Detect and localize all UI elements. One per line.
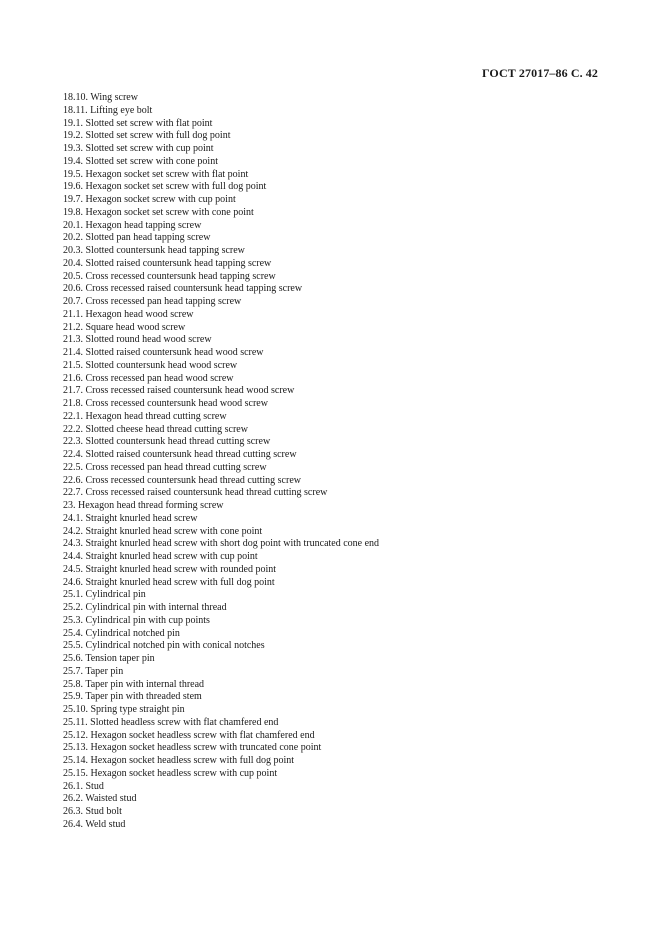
list-item: 20.7. Cross recessed pan head tapping screw	[63, 296, 242, 307]
list-item: 25.6. Tension taper pin	[63, 653, 155, 664]
list-item: 22.2. Slotted cheese head thread cutting screw	[63, 423, 248, 435]
list-item: 20.2. Slotted pan head tapping screw	[63, 232, 211, 244]
list-item: 21.2. Square head wood screw	[63, 321, 186, 333]
list-item: 21.7. Cross recessed raised countersunk head wood screw	[63, 385, 295, 397]
terms-list	[63, 92, 379, 832]
list-item: 25.14. Hexagon socket headless screw with full dog point	[63, 755, 295, 766]
page-header: ГОСТ 27017–86 С. 42	[481, 66, 598, 80]
list-item: 22.3. Slotted countersunk head thread cutting screw	[63, 436, 271, 448]
list-item: 22.4. Slotted raised countersunk head thread cutting screw	[63, 449, 297, 460]
list-item: 18.10. Wing screw	[63, 92, 138, 103]
list-item: 25.9. Taper pin with threaded stem	[63, 691, 202, 703]
list-item: 25.7. Taper pin	[63, 665, 124, 677]
list-item: 20.3. Slotted countersunk head tapping screw	[63, 245, 245, 256]
list-item: 21.5. Slotted countersunk head wood screw	[63, 359, 238, 371]
list-item: 19.8. Hexagon socket set screw with cone point	[63, 206, 254, 218]
list-item: 25.8. Taper pin with internal thread	[63, 678, 205, 690]
list-item: 19.6. Hexagon socket set screw with full dog point	[63, 181, 267, 193]
list-item: 26.1. Stud	[63, 780, 104, 792]
list-item: 26.2. Waisted stud	[63, 793, 137, 805]
list-item: 25.1. Cylindrical pin	[63, 589, 146, 601]
list-item: 25.3. Cylindrical pin with cup points	[63, 614, 210, 626]
list-item: 23. Hexagon head thread forming screw	[63, 500, 224, 511]
list-item: 21.1. Hexagon head wood screw	[63, 308, 194, 320]
list-item: 25.10. Spring type straight pin	[63, 704, 185, 715]
list-item: 26.3. Stud bolt	[63, 806, 122, 817]
list-item: 24.4. Straight knurled head screw with cup point	[63, 551, 258, 562]
list-item: 25.15. Hexagon socket headless screw with cup point	[63, 767, 278, 779]
list-item: 25.4. Cylindrical notched pin	[63, 627, 180, 639]
list-item: 26.4. Weld stud	[63, 818, 126, 830]
list-item: 20.6. Cross recessed raised countersunk head tapping screw	[63, 283, 303, 295]
list-item: 25.2. Cylindrical pin with internal thread	[63, 602, 227, 613]
list-item: 21.4. Slotted raised countersunk head wood screw	[63, 347, 264, 358]
list-item: 22.6. Cross recessed countersunk head thread cutting screw	[63, 474, 301, 486]
list-item: 20.4. Slotted raised countersunk head tapping screw	[63, 257, 272, 269]
list-item: 24.3. Straight knurled head screw with short dog point with truncated cone end	[63, 538, 380, 550]
list-item: 19.4. Slotted set screw with cone point	[63, 155, 218, 167]
list-item: 20.5. Cross recessed countersunk head tapping screw	[63, 270, 276, 282]
list-item: 21.8. Cross recessed countersunk head wood screw	[63, 398, 268, 409]
list-item: 19.2. Slotted set screw with full dog point	[63, 130, 231, 142]
list-item: 22.1. Hexagon head thread cutting screw	[63, 410, 227, 422]
list-item: 24.2. Straight knurled head screw with cone point	[63, 525, 263, 537]
list-item: 24.1. Straight knurled head screw	[63, 512, 198, 524]
list-item: 19.7. Hexagon socket screw with cup point	[63, 194, 236, 205]
list-item: 25.5. Cylindrical notched pin with conical notches	[63, 640, 265, 652]
list-item: 25.13. Hexagon socket headless screw with truncated cone point	[63, 742, 322, 754]
list-item: 18.11. Lifting eye bolt	[63, 104, 153, 116]
list-item: 22.7. Cross recessed raised countersunk head thread cutting screw	[63, 487, 328, 499]
list-item: 21.3. Slotted round head wood screw	[63, 334, 212, 346]
list-item: 24.5. Straight knurled head screw with rounded point	[63, 563, 277, 575]
list-item: 22.5. Cross recessed pan head thread cutting screw	[63, 461, 267, 473]
list-item: 21.6. Cross recessed pan head wood screw	[63, 372, 234, 384]
list-item: 20.1. Hexagon head tapping screw	[63, 219, 202, 231]
list-item: 25.11. Slotted headless screw with flat chamfered end	[63, 716, 279, 728]
list-item: 24.6. Straight knurled head screw with full dog point	[63, 576, 275, 588]
list-item: 19.1. Slotted set screw with flat point	[63, 117, 213, 129]
list-item: 25.12. Hexagon socket headless screw with flat chamfered end	[63, 729, 315, 741]
list-item: 19.5. Hexagon socket set screw with flat point	[63, 168, 249, 180]
list-item: 19.3. Slotted set screw with cup point	[63, 143, 214, 154]
